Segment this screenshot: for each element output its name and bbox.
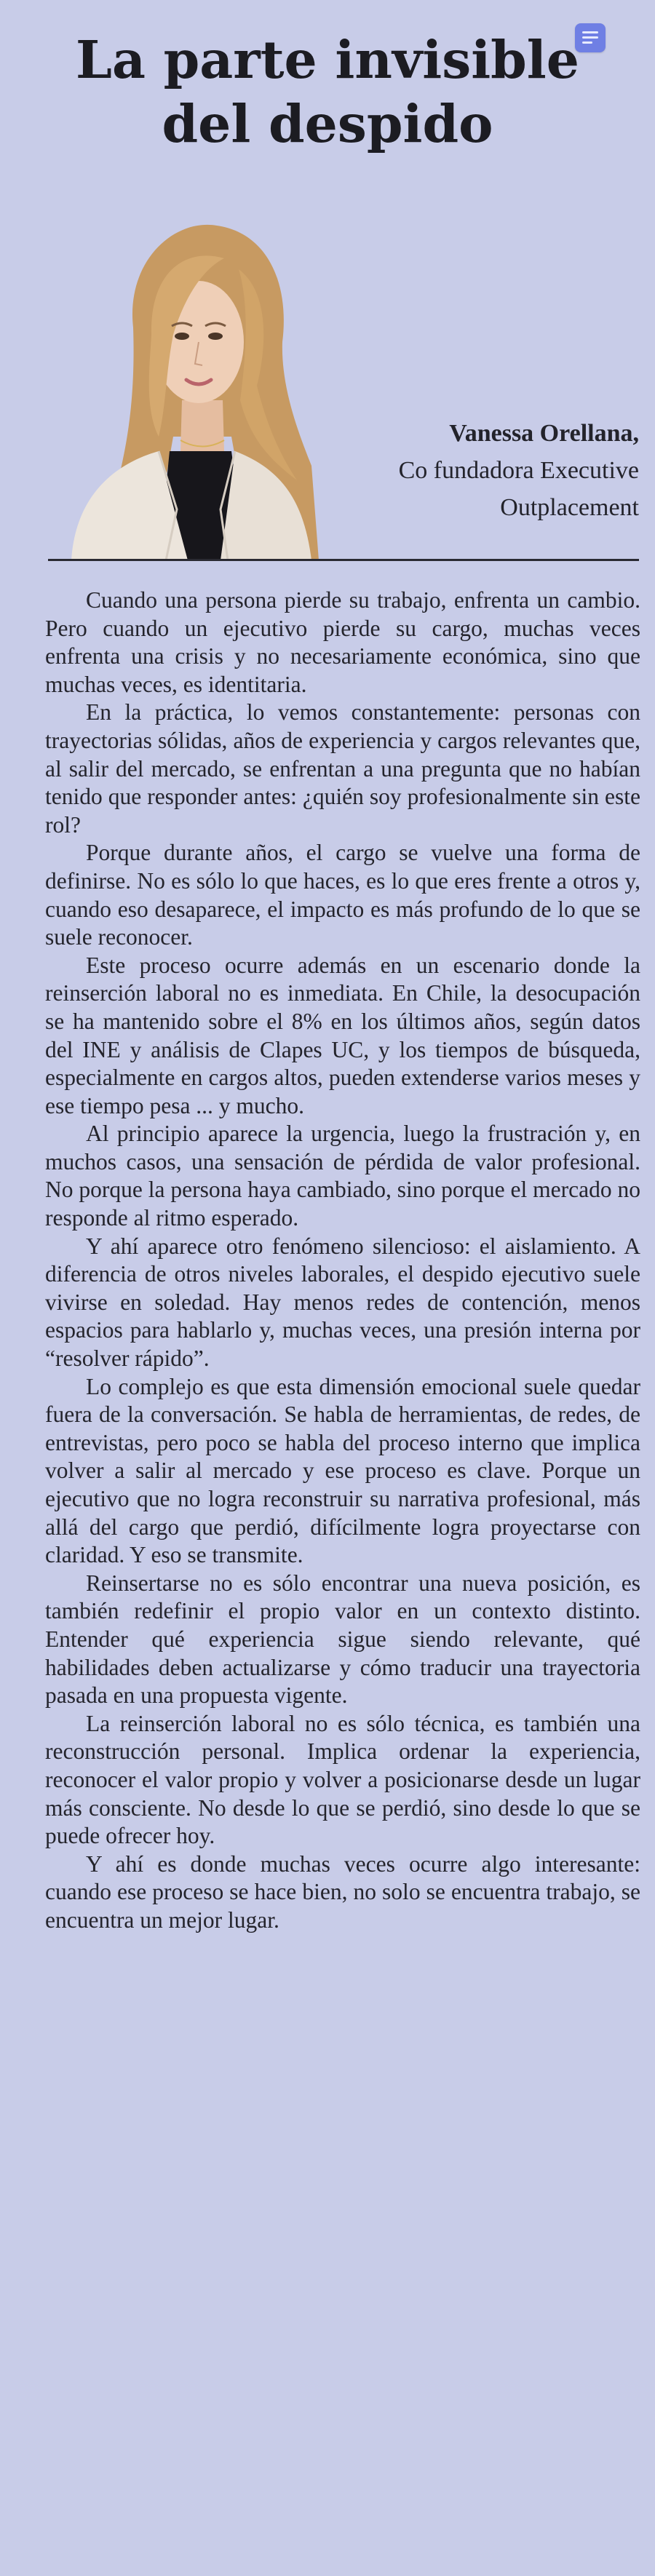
article-paragraph: Este proceso ocurre además en un escenario donde la reinserción laboral no es inmediata. En Chile, la desocupación se ha mantenido sobre el 8% en los últimos años, según datos del INE y análisis de Clapes UC, y los tiempos de búsqueda, especialmente en cargos altos, pueden extenderse varios meses y ese tiempo pesa ... y mucho. <box>45 952 640 1118</box>
article-paragraph: Cuando una persona pierde su trabajo, enfrenta un cambio. Pero cuando un ejecutivo pierde su cargo, muchas veces enfrenta una crisis y no necesariamente económica, sino que muchas veces, es identitaria. <box>45 587 640 697</box>
author-role-line-2: Outplacement <box>500 494 639 521</box>
article-paragraph: Y ahí aparece otro fenómeno silencioso: el aislamiento. A diferencia de otros niveles laborales, el despido ejecutivo suele vivirse en soledad. Hay menos redes de contención, menos espacios para hablarlo y, muchas veces, una presión interna por “resolver rápido”. <box>45 1233 640 1372</box>
article-paragraph: Lo complejo es que esta dimensión emocional suele quedar fuera de la conversación. Se habla de herramientas, de redes, de entrevistas, pero poco se habla del proceso interno que implica volver a salir al mercado y ese proceso es clave. Porque un ejecutivo que no logra reconstruir su narrativa profesional, más allá del cargo que perdió, difícilmente logra proyectarse con claridad. Y eso se transmite. <box>45 1373 640 1568</box>
author-portrait <box>49 218 333 560</box>
author-byline <box>399 415 639 526</box>
author-name: Vanessa Orellana, <box>449 420 639 447</box>
article-paragraph: La reinserción laboral no es sólo técnica, es también una reconstrucción personal. Implica ordenar la experiencia, reconocer el valor propio y volver a posicionarse desde un lugar más consciente. No desde lo que se perdió, sino desde lo que se puede ofrecer hoy. <box>45 1710 640 1849</box>
headline <box>0 28 655 156</box>
divider-rule <box>48 559 639 561</box>
article-paragraph: Al principio aparece la urgencia, luego la frustración y, en muchos casos, una sensación de pérdida de valor profesional. No porque la persona haya cambiado, sino porque el mercado no responde al ritmo esperado. <box>45 1121 640 1231</box>
article-paragraph: Y ahí es donde muchas veces ocurre algo interesante: cuando ese proceso se hace bien, no solo se encuentra trabajo, se encuentra un mejor lugar. <box>45 1850 640 1933</box>
article-paragraph: Reinsertarse no es sólo encontrar una nueva posición, es también redefinir el propio valor en un contexto distinto. Entender qué experiencia sigue siendo relevante, qué habilidades deben actualizarse y cómo traducir una trayectoria pasada en una propuesta vigente. <box>45 1570 640 1709</box>
article-paragraph: En la práctica, lo vemos constantemente: personas con trayectorias sólidas, años de experiencia y cargos relevantes que, al salir del mercado, se enfrentan a una pregunta que no habían tenido que responder antes: ¿quién soy profesionalmente sin este rol? <box>45 699 640 838</box>
article-paragraph: Porque durante años, el cargo se vuelve una forma de definirse. No es sólo lo que haces, es lo que eres frente a otros y, cuando eso desaparece, el impacto es más profundo de lo que se suele reconocer. <box>45 840 640 950</box>
article-body <box>45 587 640 1935</box>
headline-line-1: La parte invisible <box>76 29 579 90</box>
author-role-line-1: Co fundadora Executive <box>398 457 639 484</box>
headline-line-2: del despido <box>162 93 493 154</box>
